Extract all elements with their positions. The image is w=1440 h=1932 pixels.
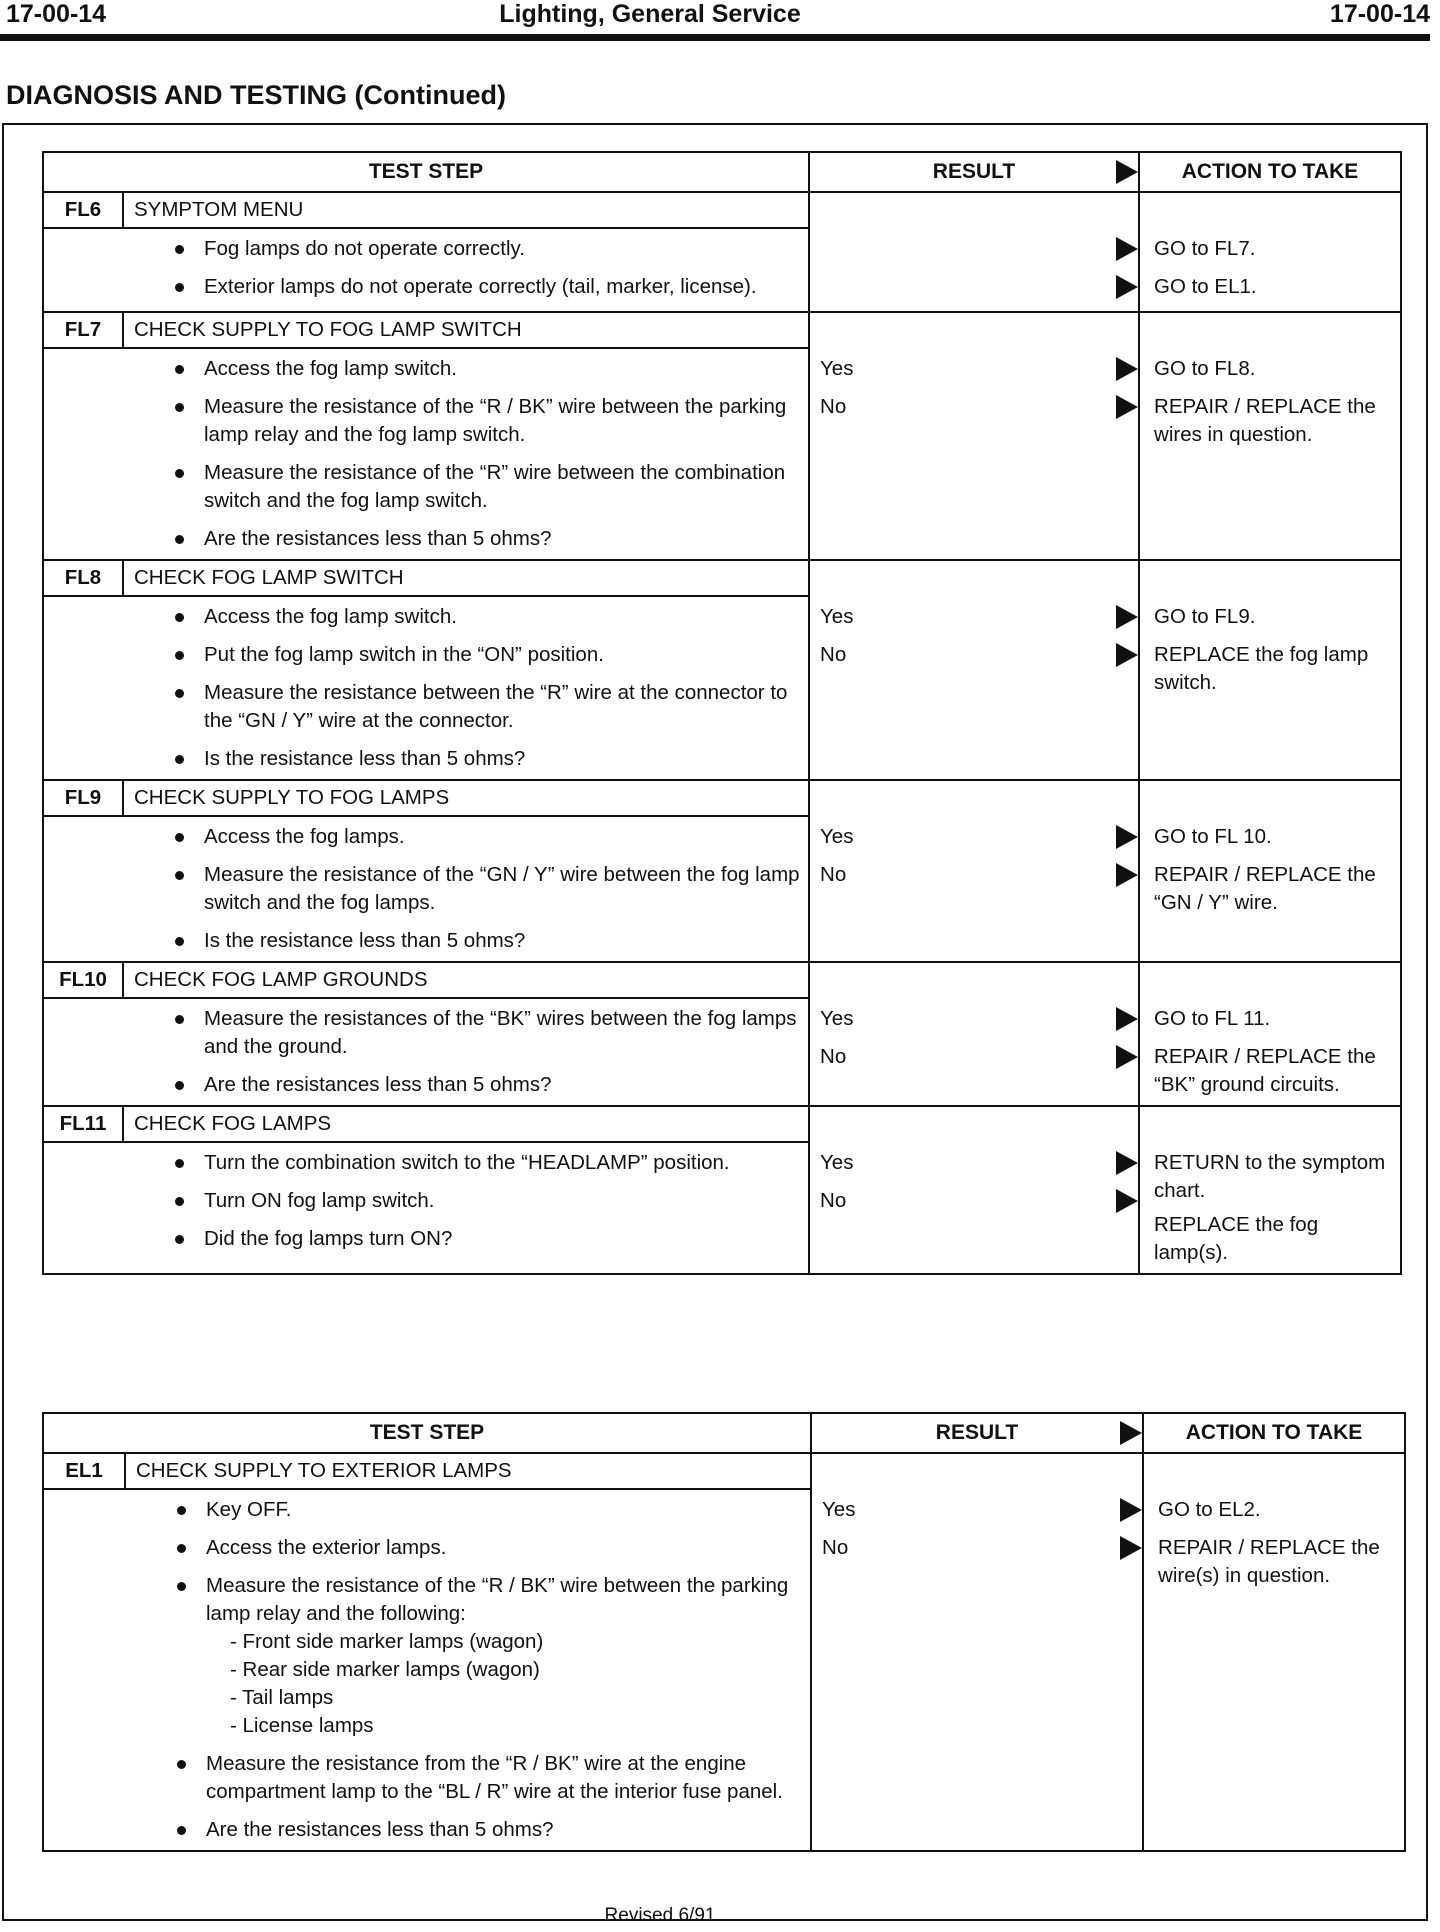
col-header-result [811,1413,1143,1453]
arrow-right-icon [1116,357,1138,381]
bullet-text-value: Measure the resistance of the “R” wire between the combination switch and the fog lamp switch. [204,461,786,512]
action-item: GO to FL8. [1154,357,1256,380]
arrow-right-icon [1116,275,1138,299]
result-item [820,1149,1138,1187]
step-code: EL1 [43,1453,125,1489]
arrow-right-icon [1116,643,1138,667]
table-body [43,1453,1405,1851]
action-item: GO to FL 10. [1154,825,1272,848]
bullet-text-value: Exterior lamps do not operate correctly (tail, marker, license). [204,275,757,298]
bullet-dot-icon [175,833,184,842]
bullet-text-value: Access the fog lamp switch. [204,357,457,380]
bullet-dot-icon [177,1582,186,1591]
result-item [822,1534,1142,1572]
indent-spacer [43,1142,159,1274]
bullet-text-value: Are the resistances less than 5 ohms? [204,527,552,550]
bullet-item [159,679,800,735]
result-item [820,1043,1138,1081]
result-list [820,317,1138,431]
action-cell [1143,1453,1405,1851]
bullet-list [159,998,809,1106]
bullet-text [206,1534,446,1562]
action-list [1154,967,1392,1099]
action-item: REPLACE the fog lamp(s). [1154,1213,1319,1264]
col-header-result [809,152,1139,192]
col-header-action: ACTION TO TAKE [1143,1413,1405,1453]
bullet-text [204,525,552,553]
step-title: CHECK SUPPLY TO EXTERIOR LAMPS [125,1453,811,1489]
bullet-text [204,1187,435,1215]
indent-spacer [43,596,159,780]
result-cell [809,962,1139,1106]
action-item: REPAIR / REPLACE the wires in question. [1154,395,1376,446]
bullet-text-value: Put the fog lamp switch in the “ON” position. [204,643,604,666]
result-item [820,393,1138,431]
result-value: Yes [820,357,854,380]
bullet-text [204,641,604,669]
bullet-item [159,235,800,263]
result-item [820,603,1138,641]
result-list [820,785,1138,899]
arrow-right-icon [1116,237,1138,261]
step-title: CHECK FOG LAMPS [123,1106,809,1142]
result-cell [809,1106,1139,1274]
bullet-list [159,348,809,560]
sub-item: - Tail lamps [230,1686,334,1709]
bullet-dot-icon [177,1544,186,1553]
action-cell [1139,1106,1401,1274]
step-row [43,1453,1405,1489]
result-cell [809,560,1139,780]
bullet-text-value: Measure the resistance of the “R / BK” wire between the parking lamp relay and the following: [206,1574,789,1625]
result-item [820,641,1138,679]
bullet-item [159,1071,800,1099]
bullet-item [159,1005,800,1061]
action-item: GO to FL9. [1154,605,1256,628]
page-code-right: 17-00-14 [1329,0,1430,28]
result-value: Yes [820,605,854,628]
result-value: No [820,395,847,418]
indent-spacer [43,1489,161,1851]
action-cell [1139,312,1401,560]
action-list [1154,1111,1392,1267]
bullet-item [161,1816,802,1844]
result-cell [809,192,1139,312]
bullet-item [161,1572,802,1740]
result-list [820,1111,1138,1225]
step-code: FL7 [43,312,123,348]
action-item: REPAIR / REPLACE the “BK” ground circuits. [1154,1045,1376,1096]
bullet-item [159,1149,800,1177]
arrow-right-icon [1116,605,1138,629]
action-item: GO to FL7. [1154,237,1256,260]
action-list [1154,565,1392,697]
diagnosis-table-fl [42,151,1402,1275]
bullet-text-value: Measure the resistance between the “R” wire at the connector to the “GN / Y” wire at the connector. [204,681,788,732]
result-value: Yes [820,1151,854,1174]
bullet-dot-icon [177,1506,186,1515]
result-item [820,273,1138,311]
bullet-text [206,1816,554,1844]
sub-item: - Front side marker lamps (wagon) [230,1630,544,1653]
page-header [0,0,1440,34]
bullet-dot-icon [175,871,184,880]
bullet-text [204,459,800,515]
bullet-dot-icon [175,1197,184,1206]
bullet-list [159,1142,809,1274]
bullet-text [204,1149,730,1177]
bullet-text [204,679,800,735]
bullet-item [161,1496,802,1524]
col-header-test-step: TEST STEP [43,1413,811,1453]
bullet-dot-icon [177,1826,186,1835]
bullet-item [159,525,800,553]
result-item [820,861,1138,899]
arrow-right-icon [1116,1045,1138,1069]
bullet-text-value: Measure the resistance of the “GN / Y” wire between the fog lamp switch and the fog lamps. [204,863,800,914]
col-header-test-step: TEST STEP [43,152,809,192]
arrow-right-icon [1116,395,1138,419]
bullet-list [159,816,809,962]
bullet-dot-icon [175,689,184,698]
action-cell [1139,560,1401,780]
bullet-dot-icon [175,1081,184,1090]
bullet-text-value: Fog lamps do not operate correctly. [204,237,525,260]
indent-spacer [43,348,159,560]
revision-footer: Revised 6/91 [604,1905,716,1926]
arrow-right-icon [1116,160,1138,184]
bullet-text-value: Are the resistances less than 5 ohms? [204,1073,552,1096]
bullet-text-value: Is the resistance less than 5 ohms? [204,929,526,952]
result-cell [809,312,1139,560]
bullet-dot-icon [175,1235,184,1244]
col-header-result-label: RESULT [932,160,1016,183]
arrow-right-icon [1120,1536,1142,1560]
bullet-text-value: Access the fog lamps. [204,825,405,848]
step-row [43,560,1401,596]
bullet-text [204,861,800,917]
bullet-text-value: Did the fog lamps turn ON? [204,1227,453,1250]
sub-item: - Rear side marker lamps (wagon) [230,1658,540,1681]
step-title: CHECK FOG LAMP SWITCH [123,560,809,596]
bullet-item [159,745,800,773]
bullet-dot-icon [175,1159,184,1168]
step-row [43,780,1401,816]
result-value: No [820,1189,847,1212]
bullet-text-value: Measure the resistance from the “R / BK” wire at the engine compartment lamp to the “BL / R” wire at the interior fuse panel. [206,1752,783,1803]
step-code: FL11 [43,1106,123,1142]
bullet-dot-icon [175,403,184,412]
result-item [820,1187,1138,1225]
step-code: FL9 [43,780,123,816]
bullet-list [159,596,809,780]
bullet-dot-icon [175,283,184,292]
result-value: No [820,643,847,666]
diagnosis-table-el [42,1412,1406,1852]
action-list [1154,197,1392,305]
action-item: REPAIR / REPLACE the “GN / Y” wire. [1154,863,1376,914]
bullet-dot-icon [175,613,184,622]
arrow-right-icon [1116,1007,1138,1031]
bullet-text-value: Key OFF. [206,1498,292,1521]
step-row [43,312,1401,348]
header-rule [0,34,1430,41]
arrow-right-icon [1116,825,1138,849]
arrow-right-icon [1120,1498,1142,1522]
bullet-text [204,1005,800,1061]
bullet-item [161,1750,802,1806]
arrow-right-icon [1120,1421,1142,1445]
action-item: RETURN to the symptom chart. [1154,1151,1386,1202]
indent-spacer [43,998,159,1106]
bullet-dot-icon [175,1015,184,1024]
bullet-item [159,1187,800,1215]
bullet-text [204,745,525,773]
table-body [43,192,1401,1274]
action-cell [1139,962,1401,1106]
action-item: REPLACE the fog lamp switch. [1154,643,1369,694]
step-row [43,1106,1401,1142]
result-item [820,1005,1138,1043]
bullet-text-value: Turn ON fog lamp switch. [204,1189,435,1212]
result-list [820,197,1138,311]
page-header-title: Lighting, General Service [499,0,801,28]
action-item: REPAIR / REPLACE the wire(s) in question. [1158,1536,1380,1587]
step-code: FL10 [43,962,123,998]
bullet-item [159,823,800,851]
bullet-text-value: Measure the resistances of the “BK” wires between the fog lamps and the ground. [204,1007,797,1058]
bullet-text [204,355,457,383]
action-item: GO to FL 11. [1154,1007,1271,1030]
step-row [43,962,1401,998]
action-list [1154,785,1392,917]
result-cell [811,1453,1143,1851]
indent-spacer [43,228,159,312]
result-value: Yes [820,825,854,848]
action-cell [1139,192,1401,312]
bullet-text [204,823,405,851]
bullet-text-value: Is the resistance less than 5 ohms? [204,747,526,770]
bullet-item [159,273,800,301]
arrow-right-icon [1116,1151,1138,1175]
page-code-left: 17-00-14 [6,0,107,28]
action-item: GO to EL2. [1158,1498,1261,1521]
bullet-item [159,861,800,917]
result-item [820,823,1138,861]
sub-item: - License lamps [230,1714,374,1737]
bullet-dot-icon [175,245,184,254]
sub-item-list [206,1628,802,1740]
bullet-dot-icon [175,651,184,660]
bullet-item [159,1225,800,1253]
bullet-text [204,1225,452,1253]
bullet-text-value: Measure the resistance of the “R / BK” wire between the parking lamp relay and the fog lamp switch. [204,395,787,446]
result-list [822,1458,1142,1572]
result-value: No [820,863,847,886]
indent-spacer [43,816,159,962]
bullet-text-value: Are the resistances less than 5 ohms? [206,1818,554,1841]
result-value: No [820,1045,847,1068]
arrow-right-icon [1116,1189,1138,1213]
bullet-text-value: Turn the combination switch to the “HEADLAMP” position. [204,1151,730,1174]
bullet-text [204,927,525,955]
bullet-text [204,1071,552,1099]
action-list [1154,317,1392,449]
step-title: SYMPTOM MENU [123,192,809,228]
bullet-item [159,393,800,449]
result-list [820,565,1138,679]
step-title: CHECK FOG LAMP GROUNDS [123,962,809,998]
result-list [820,967,1138,1081]
action-cell [1139,780,1401,962]
bullet-dot-icon [175,365,184,374]
action-item: GO to EL1. [1154,275,1257,298]
bullet-dot-icon [177,1760,186,1769]
bullet-text [204,603,457,631]
arrow-right-icon [1116,863,1138,887]
col-header-action: ACTION TO TAKE [1139,152,1401,192]
bullet-text [206,1572,802,1740]
bullet-text [206,1496,291,1524]
result-value: No [822,1536,849,1559]
step-title: CHECK SUPPLY TO FOG LAMPS [123,780,809,816]
section-title: DIAGNOSIS AND TESTING (Continued) [6,80,506,110]
result-item [822,1496,1142,1534]
result-cell [809,780,1139,962]
step-code: FL8 [43,560,123,596]
result-value: Yes [822,1498,856,1521]
bullet-list [159,228,809,312]
col-header-result-label: RESULT [935,1421,1019,1444]
bullet-text [204,273,757,301]
bullet-text [204,393,800,449]
step-title: CHECK SUPPLY TO FOG LAMP SWITCH [123,312,809,348]
bullet-item [159,355,800,383]
bullet-item [161,1534,802,1562]
bullet-item [159,459,800,515]
bullet-item [159,603,800,631]
bullet-list [161,1489,811,1851]
result-item [820,355,1138,393]
bullet-item [159,641,800,669]
step-code: FL6 [43,192,123,228]
bullet-item [159,927,800,955]
step-row [43,192,1401,228]
bullet-dot-icon [175,755,184,764]
bullet-text [204,235,525,263]
result-item [820,235,1138,273]
bullet-dot-icon [175,937,184,946]
bullet-dot-icon [175,535,184,544]
bullet-text-value: Access the fog lamp switch. [204,605,457,628]
action-list [1158,1458,1396,1590]
bullet-dot-icon [175,469,184,478]
bullet-text [206,1750,802,1806]
bullet-text-value: Access the exterior lamps. [206,1536,447,1559]
result-value: Yes [820,1007,854,1030]
